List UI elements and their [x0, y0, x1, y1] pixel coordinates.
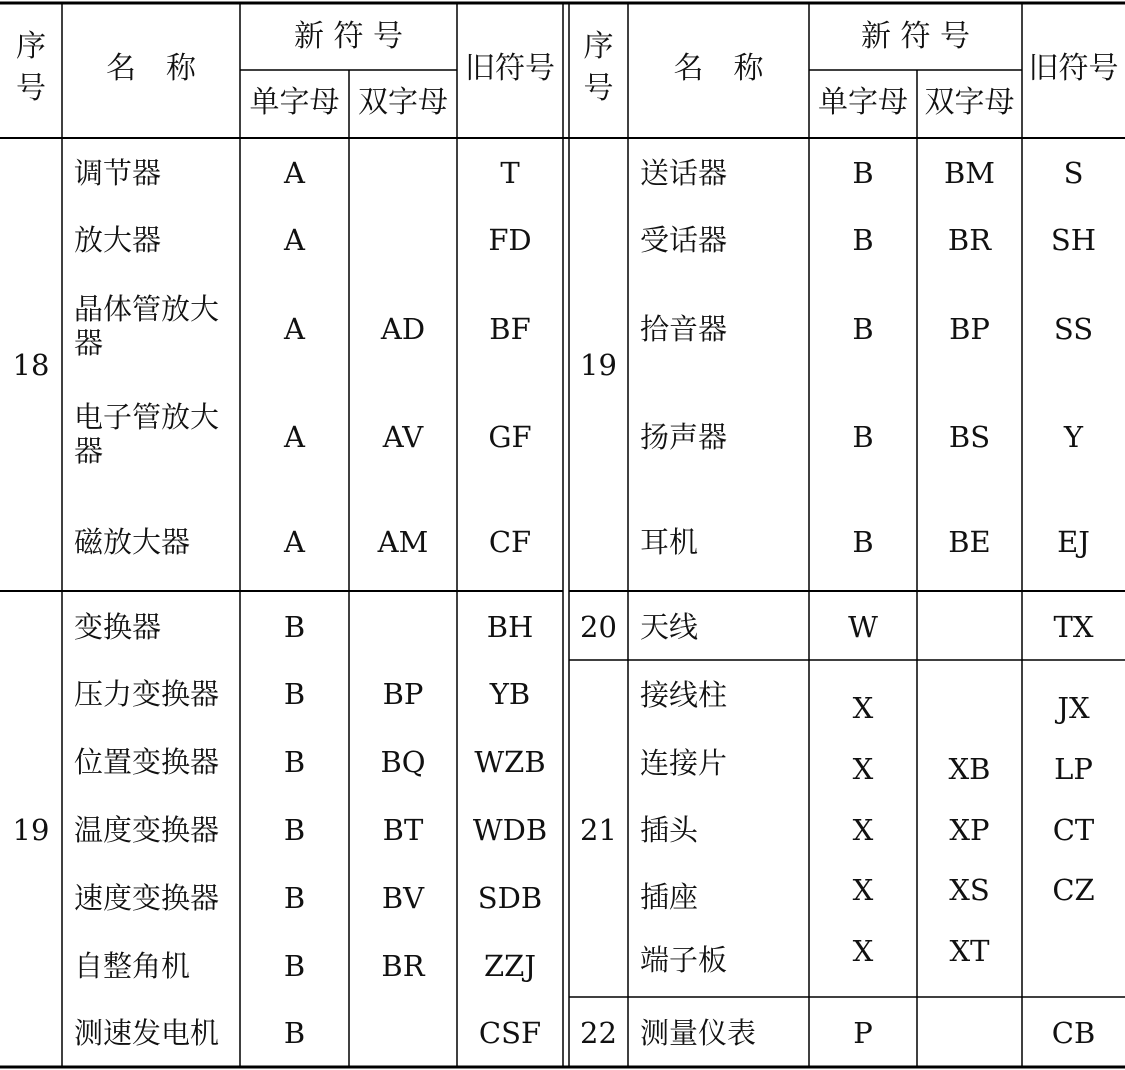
- header-new-symbol-right: 新 符 号: [860, 19, 971, 54]
- table-row-single: W: [848, 610, 878, 644]
- table-row-double: BE: [948, 525, 991, 559]
- table-row-old: GF: [488, 420, 532, 454]
- header-old-symbol: 旧符号: [465, 51, 555, 86]
- header-name: 名 称: [106, 51, 196, 86]
- table-row-old: T: [500, 156, 520, 190]
- table-row-old: SS: [1053, 312, 1094, 346]
- table-row-single: P: [853, 1016, 873, 1050]
- table-row-name: 插头: [640, 813, 699, 847]
- header-old-symbol-right: 旧符号: [1028, 51, 1119, 86]
- header-single-letter: 单字母: [249, 85, 340, 120]
- table-row-double: BP: [949, 312, 990, 346]
- table-row-double: XT: [949, 934, 990, 968]
- table-row-single: B: [283, 813, 306, 847]
- table-row-old: JX: [1057, 691, 1090, 725]
- header-seq-top-right: 序: [583, 29, 614, 64]
- table-row-single: A: [284, 223, 305, 257]
- table-row-single: X: [852, 813, 874, 847]
- table-row-old: WDB: [472, 813, 548, 847]
- table-row-double: AD: [380, 312, 426, 346]
- group-seq-22: 22: [580, 1016, 617, 1050]
- table-row-name: 天线: [640, 610, 699, 644]
- table-row-double: AV: [382, 420, 424, 454]
- table-row-old: Y: [1063, 420, 1084, 454]
- table-row-single: B: [852, 525, 874, 559]
- table-row-name: 变换器: [74, 610, 162, 644]
- table-row-name: 受话器: [640, 223, 728, 257]
- table-row-old: EJ: [1057, 525, 1090, 559]
- table-row-double: XP: [949, 813, 990, 847]
- table-row-name: 接线柱: [640, 678, 728, 712]
- table-row-single: B: [283, 881, 306, 915]
- table-row-name: 测速发电机: [74, 1016, 220, 1050]
- table-row-name: 连接片: [640, 746, 728, 780]
- table-row-name: 温度变换器: [74, 813, 220, 847]
- group-seq-18: 18: [12, 348, 50, 382]
- table-row-single: B: [852, 312, 874, 346]
- group-seq-19: 19: [12, 813, 50, 847]
- table-row-old: BF: [489, 312, 531, 346]
- header-seq-top: 序: [16, 29, 46, 64]
- table-row-single: A: [284, 156, 305, 190]
- table-row-double: XS: [949, 873, 990, 907]
- table-row-old: SH: [1050, 223, 1097, 257]
- table-row-single: B: [283, 949, 306, 983]
- table-row-name: 调节器: [74, 156, 162, 190]
- header-double-letter: 双字母: [358, 85, 448, 120]
- table-row-double: BR: [381, 949, 425, 983]
- table-row-name: 电子管放大器: [74, 400, 220, 468]
- table-row-name: 晶体管放大器: [74, 292, 220, 360]
- table-row-old: LP: [1054, 752, 1093, 786]
- header-seq-bottom-right: 号: [583, 71, 614, 106]
- table-row-old: CB: [1051, 1016, 1096, 1050]
- table-row-single: B: [852, 156, 874, 190]
- table-row-single: B: [283, 1016, 306, 1050]
- table-row-double: BM: [943, 156, 995, 190]
- table-row-name: 扬声器: [640, 420, 728, 454]
- table-row-old: CZ: [1052, 873, 1095, 907]
- table-row-name: 端子板: [640, 943, 728, 977]
- table-row-old: FD: [488, 223, 532, 257]
- group-seq-20: 20: [580, 610, 617, 644]
- table-row-name: 插座: [640, 880, 699, 914]
- header-seq-bottom: 号: [16, 71, 46, 106]
- table-row-old: ZZJ: [484, 949, 536, 983]
- table-row-old: WZB: [474, 745, 546, 779]
- table-row-single: A: [284, 525, 305, 559]
- table-row-name: 位置变换器: [74, 745, 220, 779]
- table-row-single: B: [283, 745, 306, 779]
- table-row-single: A: [284, 312, 305, 346]
- table-row-old: S: [1063, 156, 1084, 190]
- table-row-double: BV: [381, 881, 425, 915]
- table-row-name: 测量仪表: [640, 1016, 757, 1050]
- header-new-symbol: 新 符 号: [293, 19, 404, 54]
- table-row-name: 放大器: [74, 223, 162, 257]
- group-seq-19-right: 19: [580, 348, 617, 382]
- table-row-old: CSF: [478, 1016, 542, 1050]
- table-row-single: B: [852, 223, 874, 257]
- table-row-name: 自整角机: [74, 949, 191, 983]
- table-row-single: X: [852, 752, 874, 786]
- table-row-old: YB: [489, 677, 531, 711]
- table-row-single: A: [284, 420, 305, 454]
- header-single-letter-right: 单字母: [818, 85, 908, 120]
- table-row-single: B: [852, 420, 874, 454]
- table-row-old: CT: [1052, 813, 1095, 847]
- table-row-name: 耳机: [640, 525, 699, 559]
- group-seq-21: 21: [580, 813, 617, 847]
- table-row-double: BP: [382, 677, 424, 711]
- header-name-right: 名 称: [673, 51, 764, 86]
- table-row-name: 磁放大器: [74, 525, 191, 559]
- table-row-single: X: [852, 873, 874, 907]
- table-row-name: 拾音器: [640, 312, 728, 346]
- table-row-single: X: [852, 934, 874, 968]
- header-double-letter-right: 双字母: [924, 85, 1015, 120]
- table-row-name: 送话器: [640, 156, 728, 190]
- table-row-single: B: [283, 677, 306, 711]
- table-row-old: SDB: [477, 881, 543, 915]
- table-row-name: 速度变换器: [74, 881, 220, 915]
- table-row-single: B: [283, 610, 306, 644]
- table-row-old: BH: [486, 610, 534, 644]
- table-row-double: AM: [377, 525, 429, 559]
- table-row-double: BS: [948, 420, 991, 454]
- table-row-name: 压力变换器: [74, 677, 220, 711]
- table-row-double: XB: [948, 752, 991, 786]
- table-row-old: TX: [1053, 610, 1094, 644]
- table-row-double: BR: [947, 223, 992, 257]
- table-row-double: BQ: [380, 745, 426, 779]
- table-row-old: CF: [488, 525, 532, 559]
- table-row-double: BT: [382, 813, 424, 847]
- table-row-single: X: [852, 691, 874, 725]
